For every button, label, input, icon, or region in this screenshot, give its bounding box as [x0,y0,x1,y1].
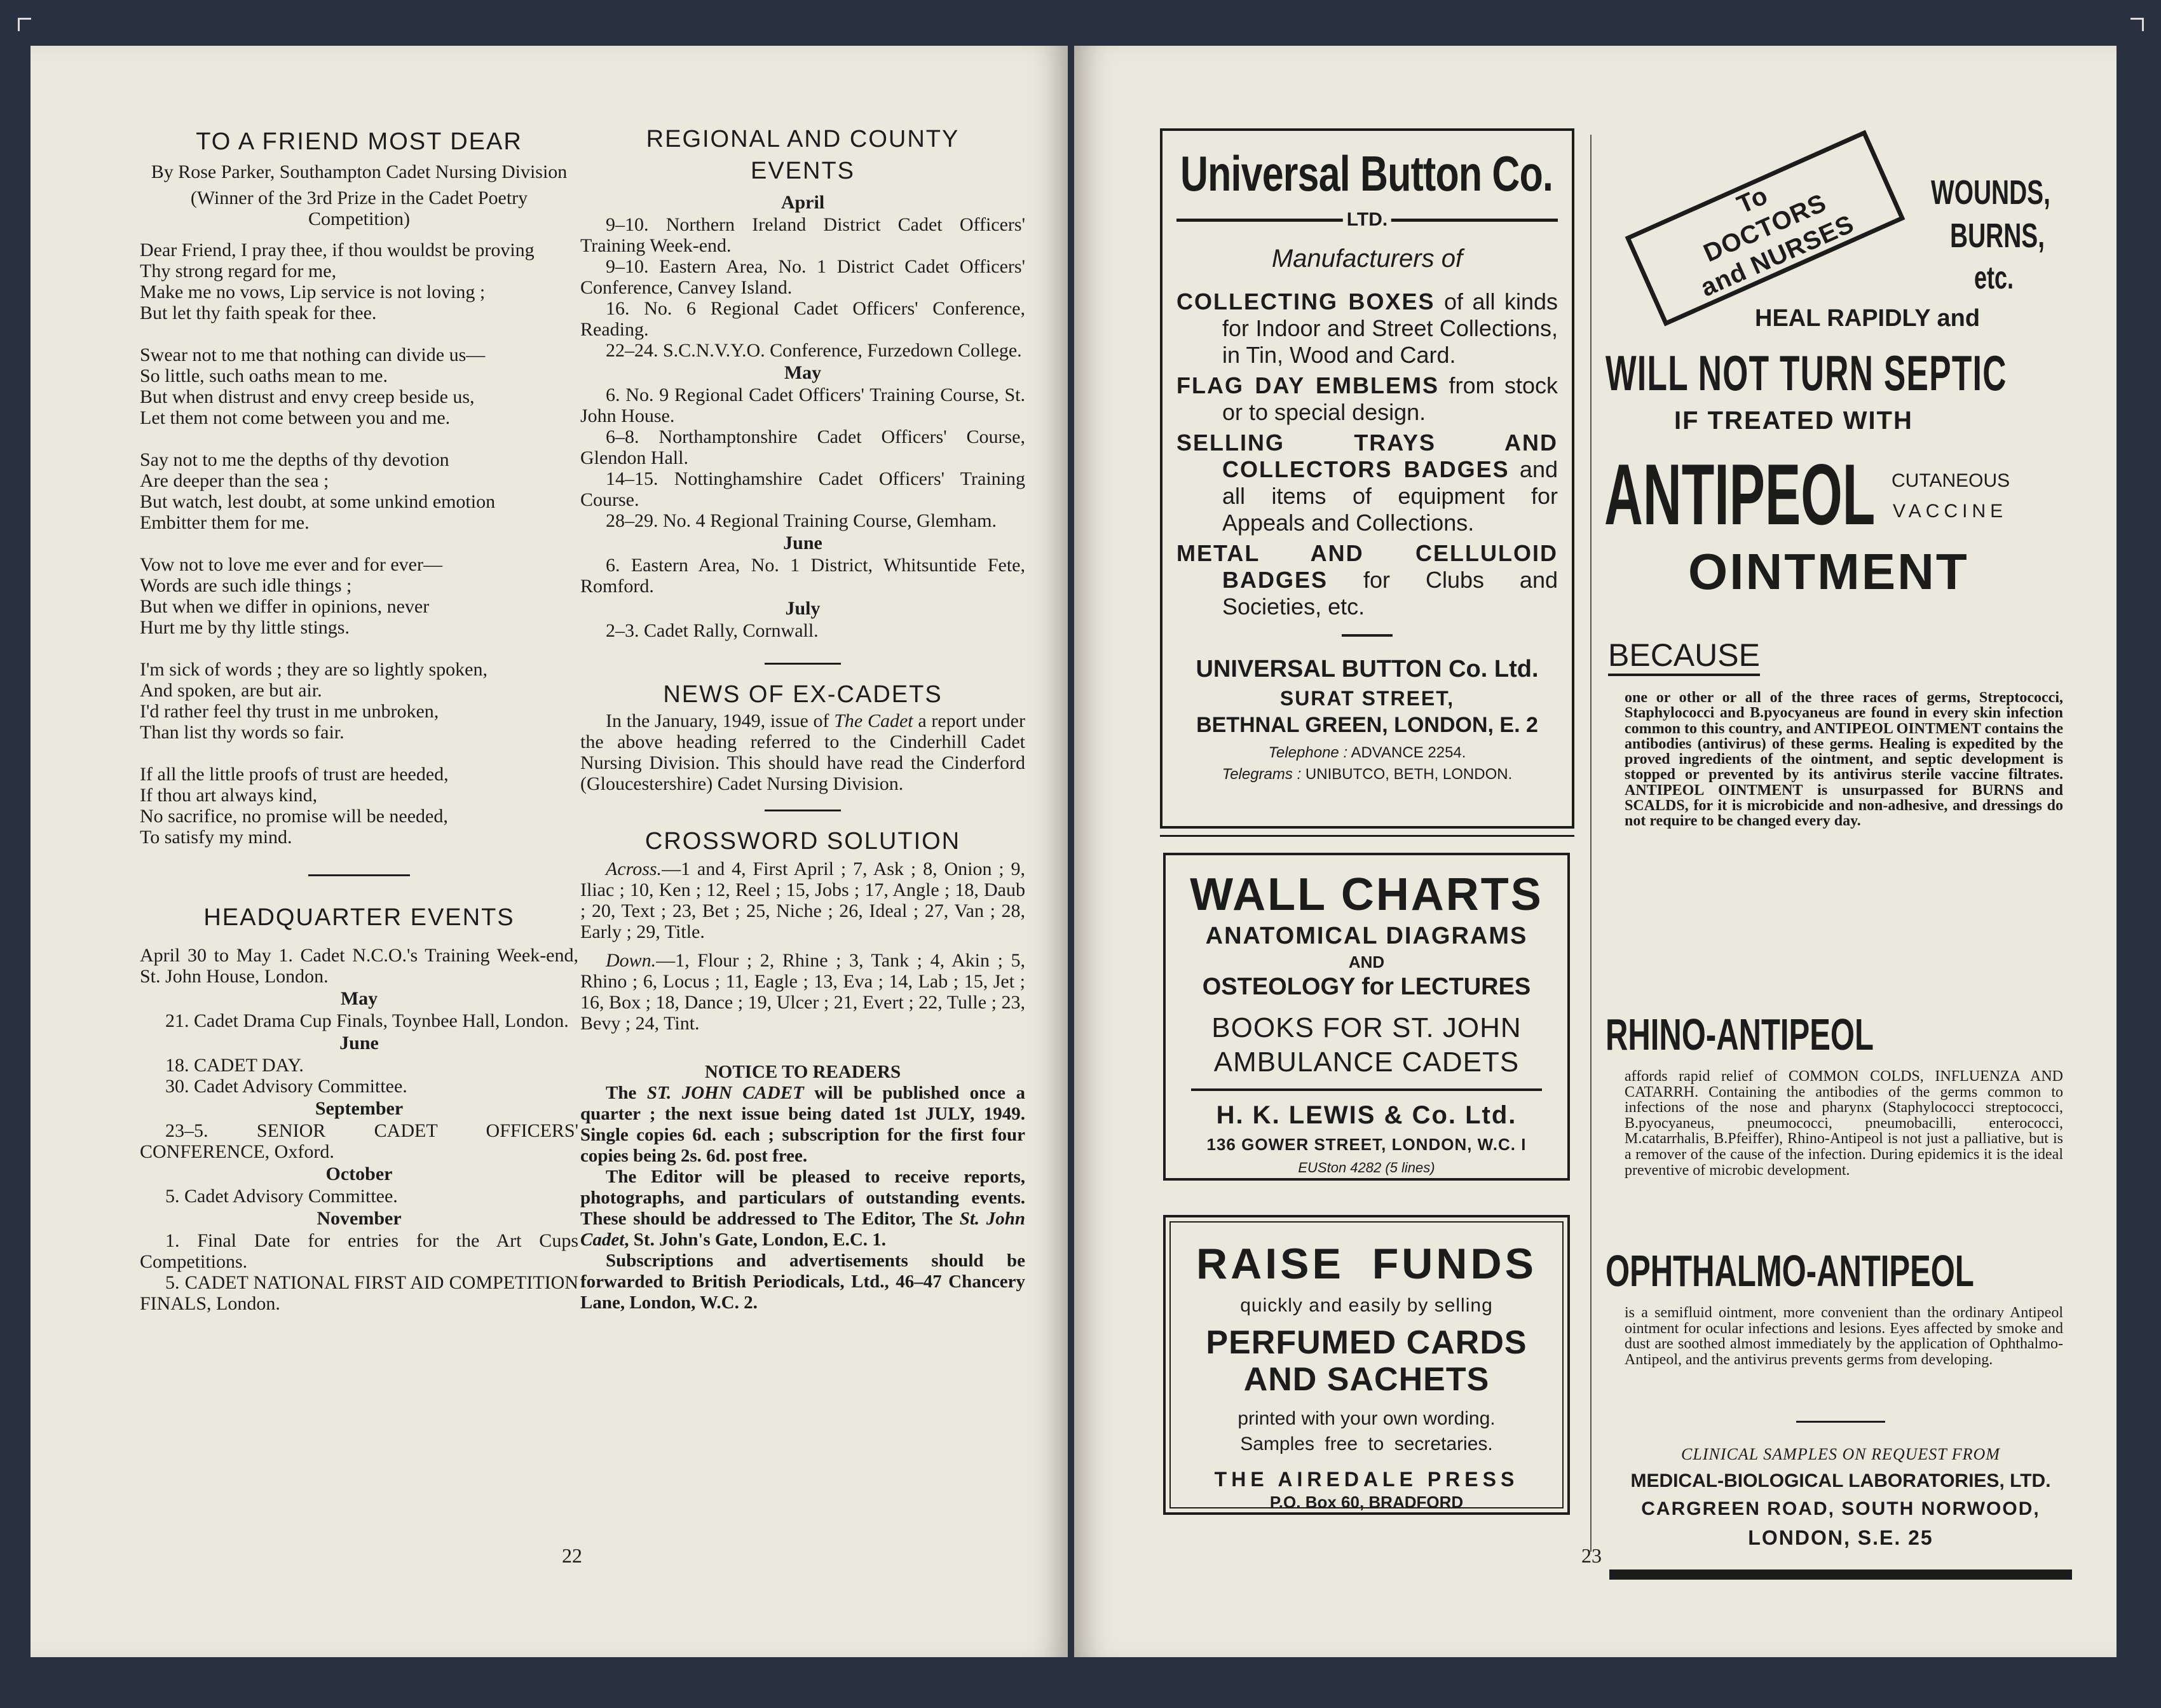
funds-printed: printed with your own wording. [1237,1408,1496,1429]
event-month: May [784,362,822,383]
event-item: 22–24. S.C.N.V.Y.O. Conference, Furzedown College. [606,340,1022,361]
button-product-item [1176,540,1558,620]
poem-line: I'd rather feel thy trust in me unbroken, [140,701,439,722]
poem-line: Make me no vows, Lip service is not loving ; [140,281,486,302]
poem-prize: (Winner of the 3rd Prize in the Cadet Poetry Competition) [190,187,528,229]
notice-para-2: The Editor will be pleased to receive reports, photographs, and particulars of outstanding events. These should be addressed to The Editor, The St. John Cadet, St. John's Gate, London, E.C. 1. [580,1167,1025,1250]
stamp-text: To DOCTORS and NURSES [1696,181,1858,302]
ointment-title: OINTMENT [1688,543,1969,600]
ophthalmo-title: OPHTHALMO-ANTIPEOL [1605,1246,1974,1296]
poem-line: And spoken, are but air. [140,680,322,701]
antipeol-title: ANTIPEOL [1604,446,1876,543]
poem-line: So little, such oaths mean to me. [140,365,388,386]
poem-line: Dear Friend, I pray thee, if thou wouldst be proving [140,240,535,261]
lab-name: MEDICAL-BIOLOGICAL LABORATORIES, LTD. [1630,1470,2051,1491]
because-text: one or other or all of the three races of germs, Streptococci, Staphylococci and B.pyocyaneus are found in every skin infection common to this country, and ANTIPEOL OINTMENT contains the antibodies (antivirus) of these germs. Healing is expedited by the proved ingredients of the ointment, and septic development is stopped or prevented by its antivirus sterile vaccine filtrates. ANTIPEOL OINTMENT is unsurpassed for BURNS and SCALDS, for it is microbicide and non-adhesive, and dressings do not require to be changed every day. [1625,689,2063,830]
event-item: 1. Final Date for entries for the Art Cups Competitions. [140,1230,578,1272]
divider [1342,634,1393,637]
poem-stanza [140,344,578,428]
funds-sub: quickly and easily by selling [1240,1295,1493,1316]
poem-line: Words are such idle things ; [140,575,352,596]
left-column-2 [580,123,1025,1313]
button-street: SURAT STREET, [1279,687,1455,710]
charts-and: AND [1348,952,1385,972]
event-month: June [339,1033,379,1054]
event-item: 14–15. Nottinghamshire Cadet Officers' Training Course. [580,468,1025,510]
burns-text: BURNS, [1950,217,2045,255]
ad-button-name: Universal Button Co. [1180,146,1553,201]
poem-line: But watch, lest doubt, at some unkind emotion [140,491,496,512]
clinical-text: CLINICAL SAMPLES ON REQUEST FROM [1681,1445,2000,1463]
event-month: September [315,1098,404,1119]
poem-line: Vow not to love me ever and for ever— [140,554,442,575]
lab-road: CARGREEN ROAD, SOUTH NORWOOD, [1641,1498,2040,1519]
ltd-rule [1176,208,1558,233]
event-month: May [340,988,378,1009]
button-product-item [1176,372,1558,426]
ad-universal-button [1160,128,1574,829]
left-column-1 [140,126,578,1314]
charts-company: H. K. LEWIS & Co. Ltd. [1216,1101,1517,1129]
product-head: FLAG DAY EMBLEMS [1176,372,1439,398]
event-item: 23–5. SENIOR CADET OFFICERS' CONFERENCE, Oxford. [140,1120,578,1162]
product-desc: and all items of equipment for Appeals and Collections. [1222,456,1558,536]
notice-para-3: Subscriptions and advertisements should be forwarded to British Periodicals, Ltd., 46–47 Chancery Lane, London, W.C. 2. [580,1250,1025,1313]
charts-phone: EUSton 4282 (5 lines) [1298,1160,1435,1176]
event-item: April 30 to May 1. Cadet N.C.O.'s Training Week-end, St. John House, London. [140,945,578,987]
poem-line: Than list thy words so fair. [140,722,344,743]
divider [308,874,410,876]
button-product-list [1176,288,1558,620]
ltd-label: LTD. [1343,209,1391,231]
charts-books: BOOKS FOR ST. JOHN AMBULANCE CADETS [1211,1012,1522,1078]
event-item: 9–10. Northern Ireland District Cadet Officers' Training Week-end. [580,214,1025,256]
poem-line: I'm sick of words ; they are so lightly spoken, [140,659,487,680]
ad-raise-funds [1163,1215,1570,1515]
divider [1796,1421,1885,1423]
event-item: 16. No. 6 Regional Cadet Officers' Conference, Reading. [580,298,1025,340]
ad-separator [1160,835,1574,837]
left-page [31,46,1068,1657]
product-head: METAL AND CELLULOID BADGES [1176,540,1558,593]
right-page [1074,46,2117,1657]
charts-title: WALL CHARTS [1190,869,1543,920]
funds-company: THE AIREDALE PRESS [1214,1468,1519,1491]
poem-line: But when we differ in opinions, never [140,596,430,617]
rhino-text: affords rapid relief of COMMON COLDS, INFLUENZA AND CATARRH. Containing the antibodies of the germs common to infections of the nose and pharynx (Staphylococci streptococci, B.pyocyaneus, pneumococci, pneumobacilli, enterococci, M.catarrhalis, B.Pfeiffer), Rhino-Antipeol is not just a palliative, but is a remover of the cause of the infection. During epidemics it is the ideal preventive of microbic development. [1625,1068,2063,1179]
page-number: 23 [1581,1544,1602,1567]
divider [765,663,841,665]
ophthalmo-text: is a semifluid ointment, more convenient than the ordinary Antipeol ointment for ocular infections and lesions. Eyes affected by smoke and dust are soothed almost immediately by the application of Ophthalmo-Antipeol, and the antivirus prevents germs from developing. [1625,1305,2063,1368]
product-desc: from stock or to special design. [1222,372,1558,425]
poem-stanza [140,554,578,638]
event-item: 21. Cadet Drama Cup Finals, Toynbee Hall, London. [165,1010,569,1031]
funds-samples: Samples free to secretaries. [1240,1434,1493,1454]
poem-line: To satisfy my mind. [140,827,292,848]
poem-line: If all the little proofs of trust are heeded, [140,764,449,785]
divider [765,810,841,811]
poem-line: Are deeper than the sea ; [140,470,329,491]
poem-stanza [140,659,578,743]
event-item: 9–10. Eastern Area, No. 1 District Cadet Officers' Conference, Canvey Island. [580,256,1025,298]
product-head: SELLING TRAYS AND COLLECTORS BADGES [1176,430,1558,482]
charts-address: 136 GOWER STREET, LONDON, W.C. I [1206,1135,1527,1154]
button-company: UNIVERSAL BUTTON Co. Ltd. [1196,656,1539,682]
poem-line: But when distrust and envy creep beside us, [140,386,475,407]
notice-title: NOTICE TO READERS [704,1062,901,1082]
button-telephone: Telephone : ADVANCE 2254. [1268,744,1466,761]
ad-wall-charts [1163,853,1570,1181]
poem-title: TO A FRIEND MOST DEAR [196,128,522,155]
event-item: 6. Eastern Area, No. 1 District, Whitsuntide Fete, Romford. [580,555,1025,597]
corner-mark [2130,18,2144,31]
notice-para-1: The ST. JOHN CADET will be published once a quarter ; the next issue being dated 1st JULY, 1949. Single copies 6d. each ; subscription for the first four copies being 2s. 6d. post free. [580,1083,1026,1166]
funds-address: P.O. Box 60, BRADFORD [1269,1493,1464,1512]
button-telegrams: Telegrams : UNIBUTCO, BETH, LONDON. [1222,766,1513,783]
poem-stanza [140,240,578,323]
antipeol-bottom-bar [1609,1569,2072,1580]
event-item: 18. CADET DAY. [165,1055,304,1076]
event-item: 6–8. Northamptonshire Cadet Officers' Course, Glendon Hall. [580,426,1025,468]
ex-cadets-text: In the January, 1949, issue of The Cadet a report under the above heading referred to the Cinderhill Cadet Nursing Division. This should have read the Cinderford (Gloucestershire) Cadet Nursing Division. [580,710,1025,794]
cutaneous-text: CUTANEOUS [1892,470,2010,491]
septic-text: WILL NOT TURN SEPTIC [1605,345,2007,401]
divider [1191,1088,1542,1091]
poem-byline: By Rose Parker, Southampton Cadet Nursing Division [151,161,568,182]
heal-text: HEAL RAPIDLY and [1755,305,1980,332]
poem-line: Let them not come between you and me. [140,407,451,428]
crossword-across: Across.—1 and 4, First April ; 7, Ask ; 8, Onion ; 9, Iliac ; 10, Ken ; 12, Reel ; 15, Jobs ; 17, Angle ; 18, Daub ; 20, Text ; 23, Bet ; 25, Niche ; 26, Ideal ; 27, Van ; 28, Early ; 29, Title. [580,858,1025,942]
poem-line: But let thy faith speak for thee. [140,302,377,323]
poem-line: Hurt me by thy little stings. [140,617,350,638]
event-item: 5. CADET NATIONAL FIRST AID COMPETITION FINALS, London. [140,1272,578,1314]
event-item: 6. No. 9 Regional Cadet Officers' Training Course, St. John House. [580,384,1025,426]
poem-line: No sacrifice, no promise will be needed, [140,806,448,827]
event-month: July [785,598,821,619]
because-heading: BECAUSE [1608,637,1760,676]
funds-product: PERFUMED CARDS AND SACHETS [1206,1324,1527,1398]
doctors-stamp [1625,130,1905,326]
event-item: 28–29. No. 4 Regional Training Course, Glemham. [606,510,997,531]
column-divider [1590,135,1592,1552]
regional-events-title: REGIONAL AND COUNTY EVENTS [646,126,960,184]
crossword-down: Down.—1, Flour ; 2, Rhine ; 3, Tank ; 4, Akin ; 5, Rhino ; 6, Locus ; 11, Eagle ; 13, Eva ; 14, Lab ; 15, Jet ; 16, Box ; 18, Dance ; 19, Ulcer ; 21, Evert ; 22, Tulle ; 23, Bevy ; 24, Tint. [580,950,1025,1034]
poem-line: If thou art always kind, [140,785,318,806]
etc-text: etc. [1974,260,2014,295]
charts-line-1: ANATOMICAL DIAGRAMS [1205,923,1528,949]
page-number: 22 [562,1544,582,1567]
crossword-title: CROSSWORD SOLUTION [644,828,961,855]
product-desc: for Clubs and Societies, etc. [1222,567,1558,620]
treated-text: IF TREATED WITH [1674,407,1913,435]
poem-stanza [140,449,578,533]
poem-line: Embitter them for me. [140,512,310,533]
charts-line-2: OSTEOLOGY for LECTURES [1202,973,1531,1000]
poem-body [140,240,578,848]
rhino-title: RHINO-ANTIPEOL [1605,1010,1874,1059]
event-item: 2–3. Cadet Rally, Cornwall. [606,620,819,641]
poem-line: Thy strong regard for me, [140,261,337,281]
funds-title: RAISE FUNDS [1196,1240,1537,1288]
hq-events-title: HEADQUARTER EVENTS [203,904,515,931]
wounds-text: WOUNDS, [1931,173,2050,212]
ad-antipeol [1599,128,2076,1590]
event-month: June [783,532,822,553]
manufacturers-of: Manufacturers of [1271,245,1463,273]
vaccine-text: VACCINE [1893,501,2008,522]
event-month: October [325,1163,393,1184]
corner-mark [18,18,31,31]
hq-events-list [140,945,578,1314]
event-item: 5. Cadet Advisory Committee. [165,1186,398,1207]
button-product-item [1176,288,1558,369]
poem-line: Swear not to me that nothing can divide us— [140,344,486,365]
poem-line: Say not to me the depths of thy devotion [140,449,449,470]
poem-stanza [140,764,578,848]
product-head: COLLECTING BOXES [1176,288,1435,315]
event-month: November [317,1208,402,1229]
button-product-item [1176,430,1558,536]
lab-london: LONDON, S.E. 25 [1748,1526,1933,1549]
product-desc: of all kinds for Indoor and Street Collections, in Tin, Wood and Card. [1222,288,1558,368]
regional-events-list [580,192,1025,641]
event-item: 30. Cadet Advisory Committee. [165,1076,407,1097]
button-city: BETHNAL GREEN, LONDON, E. 2 [1196,713,1538,737]
event-month: April [781,192,825,213]
ex-cadets-title: NEWS OF EX-CADETS [663,681,943,708]
